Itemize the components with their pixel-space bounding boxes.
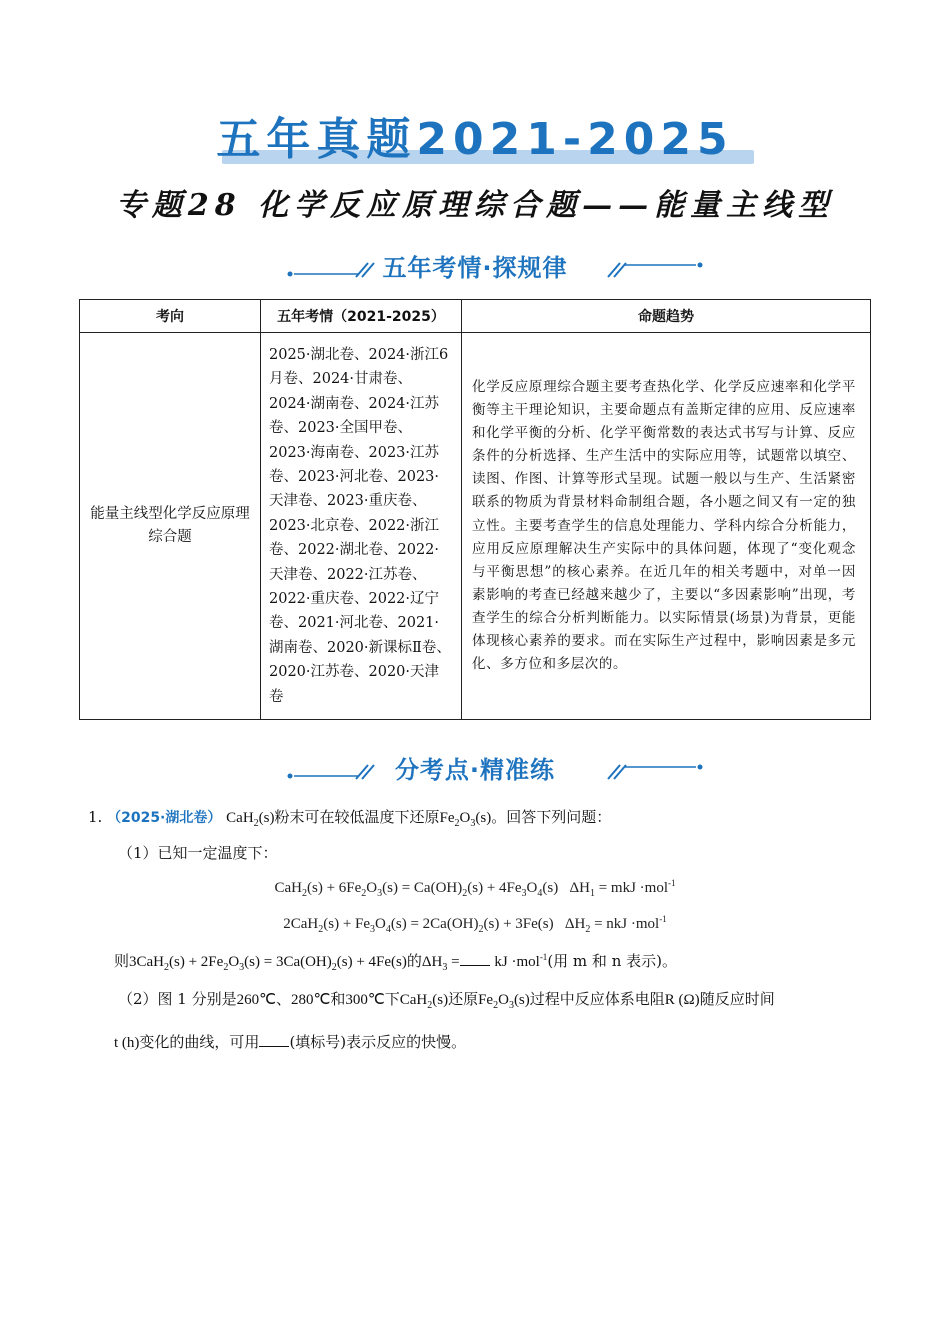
table-row bbox=[80, 333, 871, 720]
cell-history: 2025·湖北卷、2024·浙江6月卷、2024·甘肃卷、2024·湖南卷、2024·江苏卷、2023·全国甲卷、2023·海南卷、2023·江苏卷、2023·河北卷、2023·天津卷、2023·重庆卷、2023·北京卷、2022·浙江卷、2022·湖北卷、2022·天津卷、2022·江苏卷、2022·重庆卷、2022·辽宁卷、2021·河北卷、2021·湖南卷、2020·新课标Ⅱ卷、2020·江苏卷、2020·天津卷 bbox=[261, 333, 462, 720]
section-header-2 bbox=[0, 752, 950, 788]
table-border-gap bbox=[284, 736, 692, 744]
part2-prefix: （2）图 1 分别是 bbox=[118, 990, 237, 1008]
ask1-tail: (用 m 和 n 表示)。 bbox=[547, 952, 677, 970]
section-title-1: 五年考情·探规律 bbox=[382, 254, 568, 282]
topic-title: 专题28 化学反应原理综合题——能量主线型 bbox=[115, 188, 835, 223]
eq1-value: = mkJ ·mol bbox=[594, 880, 668, 896]
question-intro bbox=[88, 806, 611, 835]
header-history: 五年考情（2021-2025） bbox=[261, 300, 462, 333]
part1-label: （1）已知一定温度下： bbox=[118, 844, 278, 862]
question-number: 1. bbox=[88, 808, 103, 826]
question-source: （2025·湖北卷） bbox=[107, 810, 222, 826]
right-ornament-icon bbox=[604, 760, 704, 780]
reduce-text: 还原 bbox=[448, 990, 479, 1008]
and-text: 和 bbox=[330, 990, 346, 1008]
part1-question bbox=[114, 946, 677, 979]
equation-1: $CaH_2(s) + 6Fe_2O_3(s) = Ca(OH)_2(s) + 4Fe_3O_4(s) \Delta H_1$ = mkJ ·mol$^{-1}$ bbox=[274, 878, 676, 899]
time-unit: t (h) bbox=[114, 1035, 140, 1051]
intro-text: 粉末可在较低温度下还原 bbox=[274, 808, 440, 826]
chem-fe2o3-2: $Fe_2O_3(s)$ bbox=[478, 992, 530, 1011]
part2-line2 bbox=[114, 1030, 466, 1054]
banner bbox=[0, 112, 950, 172]
under-text: 下 bbox=[384, 990, 400, 1008]
cell-direction: 能量主线型化学反应原理综合题 bbox=[80, 333, 261, 720]
answer-blank-1[interactable] bbox=[460, 949, 490, 966]
temp-300: 300℃ bbox=[345, 992, 385, 1008]
chem-cah2-2: CaH$_2$(s) bbox=[399, 992, 449, 1011]
right-ornament-icon bbox=[604, 258, 704, 278]
eq2-value: = nkJ ·mol bbox=[590, 916, 660, 932]
part2-line1 bbox=[118, 988, 775, 1017]
table-header-row bbox=[80, 300, 871, 333]
target-equation: $3CaH_2(s) + 2Fe_2O_3(s) = 3Ca(OH)_2(s) + 4Fe(s)$ bbox=[129, 954, 407, 973]
sep1: 、 bbox=[275, 990, 291, 1008]
overview-table bbox=[79, 299, 871, 720]
ask1-unit: kJ ·mol$^{-1}$ bbox=[494, 952, 548, 970]
part2-tail: (填标号)表示反应的快慢。 bbox=[289, 1033, 467, 1051]
section-header-1 bbox=[0, 250, 950, 286]
ask1-of: 的 bbox=[406, 952, 422, 970]
temp-280: 280℃ bbox=[291, 992, 331, 1008]
delta-h3: $\Delta H_3$ = bbox=[421, 954, 460, 973]
answer-blank-2[interactable] bbox=[259, 1030, 289, 1047]
ask1-prefix: 则 bbox=[114, 952, 130, 970]
chem-cah2: CaH$_2$(s) bbox=[226, 810, 275, 829]
temp-260: 260℃ bbox=[236, 992, 276, 1008]
over-time-text: 随反应时间 bbox=[699, 990, 775, 1008]
section-title-2: 分考点·精准练 bbox=[394, 756, 556, 784]
equation-2: $2CaH_2(s) + Fe_3O_4(s) = 2Ca(OH)_2(s) + 3Fe(s) \Delta H_2$ = nkJ ·mol$^{-1}$ bbox=[283, 914, 667, 935]
process-text: 过程中反应体系电阻 bbox=[529, 990, 665, 1008]
banner-title: 五年真题2021-2025 bbox=[216, 114, 734, 165]
cell-trend: 化学反应原理综合题主要考查热化学、化学反应速率和化学平衡等主干理论知识，主要命题点有盖斯定律的应用、反应速率和化学平衡的分析、化学平衡常数的表达式书写与计算、反应条件的分析选择、生产生活中的实际应用等，试题常以填空、读图、作图、计算等形式呈现。试题一般以与生产、生活紧密联系的物质为背景材料命制组合题，各小题之间又有一定的独立性。主要考查学生的信息处理能力、学科内综合分析能力，应用反应原理解决生产实际中的具体问题，体现了“变化观念与平衡思想”的核心素养。在近几年的相关考题中，对单一因素影响的考查已经越来越少了，主要以“多因素影响”出现，考查学生的综合分析判断能力。以实际情景(场景)为背景，更能体现核心素养的要求。而在实际生产过程中，影响因素是多元化、多方位和多层次的。 bbox=[462, 333, 871, 720]
header-direction: 考向 bbox=[80, 300, 261, 333]
chem-fe2o3: $Fe_2O_3(s)$ bbox=[439, 810, 492, 829]
intro-end: 。回答下列问题： bbox=[491, 808, 612, 826]
resistance: R (Ω) bbox=[664, 992, 700, 1008]
part2-end: 变化的曲线，可用 bbox=[139, 1033, 260, 1051]
header-trend: 命题趋势 bbox=[462, 300, 871, 333]
